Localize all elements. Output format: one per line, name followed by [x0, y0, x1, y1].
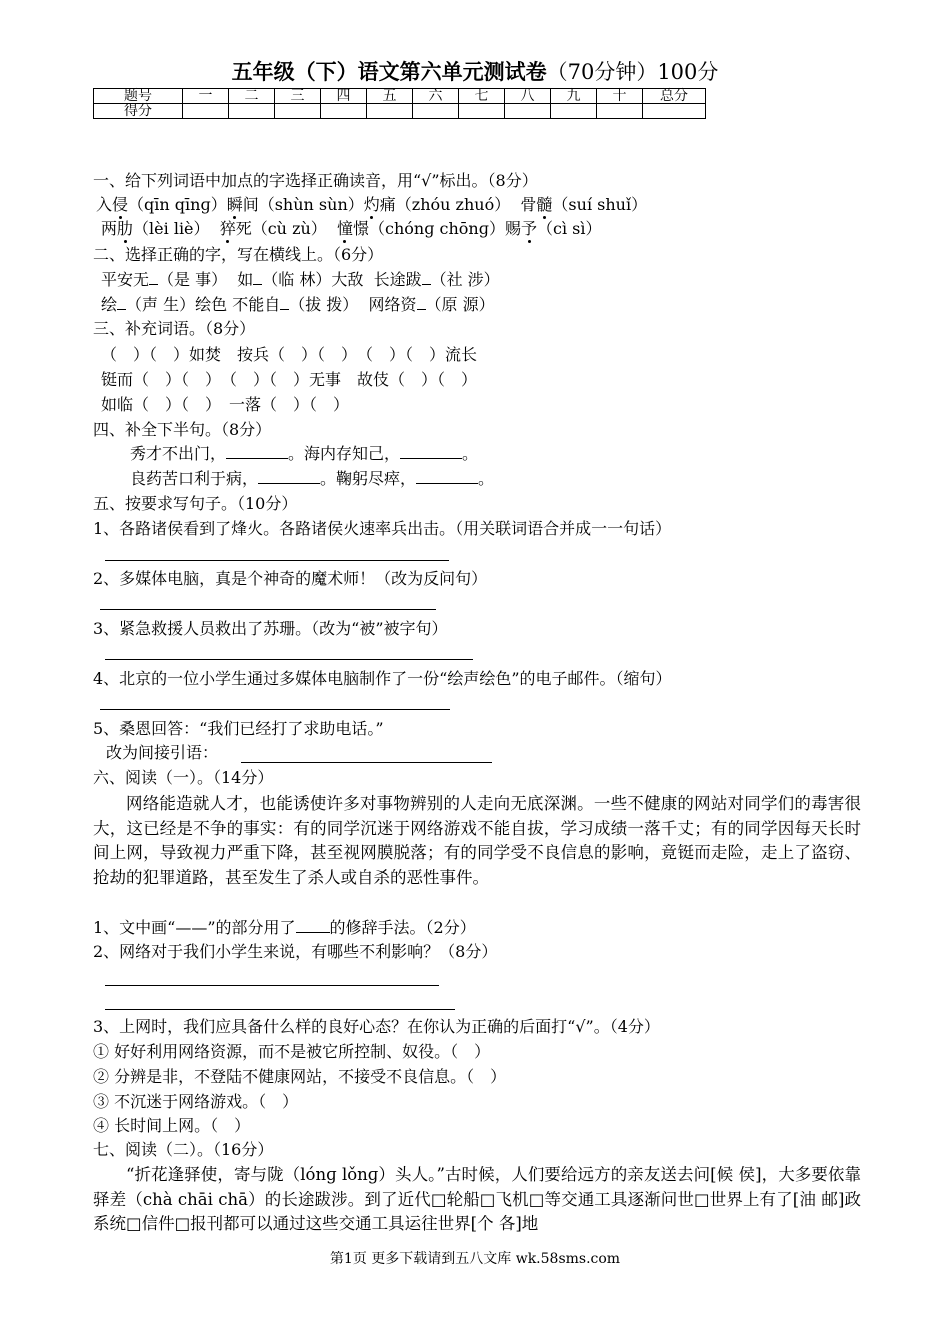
score-table	[93, 88, 706, 119]
q6-sub-3: 3、上网时，我们应具备什么样的良好心态？在你认为正确的后面打“√”。（4分）	[93, 1017, 660, 1036]
answer-line[interactable]	[100, 609, 436, 610]
q6-heading: 六、阅读（一）。（14分）	[93, 768, 274, 787]
score-cell[interactable]	[597, 104, 643, 119]
score-value-row	[94, 104, 706, 119]
score-cell[interactable]	[459, 104, 505, 119]
q4-row-2: 良药苦口利于病， 。鞠躬尽瘁， 。	[130, 469, 495, 488]
blank[interactable]	[149, 270, 158, 285]
q5-sentence-5: 5、桑恩回答：“我们已经打了求助电话。”	[93, 719, 384, 738]
q5-sentence-4: 4、北京的一位小学生通过多媒体电脑制作了一份“绘声绘色”的电子邮件。（缩句）	[93, 669, 672, 688]
page-footer: 第1页 更多下载请到五八文库 wk.58sms.com	[329, 1251, 621, 1267]
score-header-cell: 三	[275, 89, 321, 104]
page-title: 五年级（下）语文第六单元测试卷（70分钟）100分	[231, 60, 719, 84]
score-header-cell: 一	[183, 89, 229, 104]
score-header-cell: 八	[505, 89, 551, 104]
answer-line[interactable]	[241, 762, 492, 763]
blank[interactable]	[117, 295, 126, 310]
answer-blank[interactable]	[226, 444, 288, 459]
score-header-row	[94, 89, 706, 104]
score-cell[interactable]	[275, 104, 321, 119]
score-header-cell: 五	[367, 89, 413, 104]
score-header-cell: 四	[321, 89, 367, 104]
score-header-cell: 六	[413, 89, 459, 104]
score-row-label: 得分	[94, 104, 183, 119]
answer-blank[interactable]	[400, 444, 462, 459]
q7-heading: 七、阅读（二）。（16分）	[93, 1140, 274, 1159]
reading-passage-2: “折花逢驿使，寄与陇（lónɡ lǒnɡ）头人。”古时候，人们要给远方的亲友送去问[候 侯]，大多要依靠驿差（chà chāi chā）的长途跋涉。到了近代□轮船□飞机□等交通工具逐渐问世□世界上有了[油 邮]政系统□信件□报刊都可以通过这些交通工具运往世界[个 各]地	[93, 1165, 861, 1234]
q5-sentence-1: 1、各路诸侯看到了烽火。各路诸侯火速率兵出击。（用关联词语合并成一一句话）	[93, 519, 672, 538]
score-header-cell: 题号	[94, 89, 183, 104]
q6-option-2[interactable]: ② 分辨是非，不登陆不健康网站，不接受不良信息。（ ）	[93, 1067, 507, 1086]
q2-row-1: 平安无 （是 事） 如 （临 林）大敌 长途跋 （社 涉）	[101, 270, 500, 289]
q3-heading: 三、补充词语。（8分）	[93, 319, 256, 338]
answer-line[interactable]	[105, 985, 439, 986]
q6-sub-1: 1、文中画“——”的部分用了 的修辞手法。（2分）	[93, 918, 476, 937]
q5-sentence-2: 2、多媒体电脑，真是个神奇的魔术师！（改为反问句）	[93, 569, 488, 588]
q6-sub-2: 2、网络对于我们小学生来说，有哪些不利影响？（8分）	[93, 942, 498, 961]
q6-option-1[interactable]: ① 好好利用网络资源，而不是被它所控制、奴役。（ ）	[93, 1042, 491, 1061]
q1-heading: 一、给下列词语中加点的字选择正确读音，用“√”标出。（8分）	[93, 171, 538, 190]
score-cell[interactable]	[229, 104, 275, 119]
score-cell[interactable]	[367, 104, 413, 119]
blank[interactable]	[422, 270, 431, 285]
answer-blank[interactable]	[296, 918, 330, 933]
score-cell[interactable]	[643, 104, 706, 119]
blank[interactable]	[280, 295, 289, 310]
q4-row-1: 秀才不出门， 。海内存知己， 。	[130, 444, 479, 463]
q6-option-4[interactable]: ④ 长时间上网。（ ）	[93, 1116, 251, 1135]
answer-line[interactable]	[105, 560, 449, 561]
score-cell[interactable]	[321, 104, 367, 119]
blank[interactable]	[253, 270, 262, 285]
q6-option-3[interactable]: ③ 不沉迷于网络游戏。（ ）	[93, 1092, 299, 1111]
answer-line[interactable]	[105, 1009, 455, 1010]
score-cell[interactable]	[551, 104, 597, 119]
reading-passage-1: 网络能造就人才，也能诱使许多对事物辨别的人走向无底深渊。一些不健康的网站对同学们的毒害很大，这已经是不争的事实：有的同学沉迷于网络游戏不能自拔，学习成绩一落千丈；有的同学因每天长时间上网，导致视力严重下降，甚至视网膜脱落；有的同学受不良信息的影响，竟铤而走险，走上了盗窃、抢劫的犯罪道路，甚至发生了杀人或自杀的恶性事件。	[93, 794, 861, 887]
answer-blank[interactable]	[258, 469, 320, 484]
answer-blank[interactable]	[416, 469, 478, 484]
q2-heading: 二、选择正确的字，写在横线上。（6分）	[93, 245, 384, 264]
q1-row-1: 入侵（qīn qīnɡ）瞬间（shùn sùn）灼痛（zhóu zhuó） 骨髓（suí shuǐ）	[96, 195, 648, 214]
score-header-cell: 九	[551, 89, 597, 104]
answer-line[interactable]	[100, 709, 450, 710]
score-cell[interactable]	[183, 104, 229, 119]
score-cell[interactable]	[413, 104, 459, 119]
q5-sentence-3: 3、紧急救援人员救出了苏珊。（改为“被”被字句）	[93, 619, 448, 638]
q3-row-2[interactable]: 铤而（ ）（ ） （ ）（ ）无事 故伎（ ）（ ）	[101, 370, 478, 389]
blank[interactable]	[417, 295, 426, 310]
answer-line[interactable]	[105, 659, 473, 660]
score-header-cell: 七	[459, 89, 505, 104]
q5-indirect-label: 改为间接引语：	[106, 743, 219, 762]
q3-row-3[interactable]: 如临（ ）（ ） 一落（ ）（ ）	[101, 395, 350, 414]
q1-row-2: 两肋（lèi liè） 猝死（cù zù） 憧憬（chónɡ chōnɡ）赐予（cì sì）	[101, 219, 602, 238]
q2-row-2: 绘 （声 生）绘色 不能自 （拔 拨） 网络资 （原 源）	[101, 295, 495, 314]
q5-heading: 五、按要求写句子。（10分）	[93, 494, 298, 513]
q3-row-1[interactable]: （ ）（ ）如焚 按兵（ ）（ ） （ ）（ ）流长	[101, 345, 478, 364]
score-header-cell: 十	[597, 89, 643, 104]
q4-heading: 四、补全下半句。（8分）	[93, 420, 272, 439]
score-header-cell: 总分	[643, 89, 706, 104]
score-header-cell: 二	[229, 89, 275, 104]
score-cell[interactable]	[505, 104, 551, 119]
